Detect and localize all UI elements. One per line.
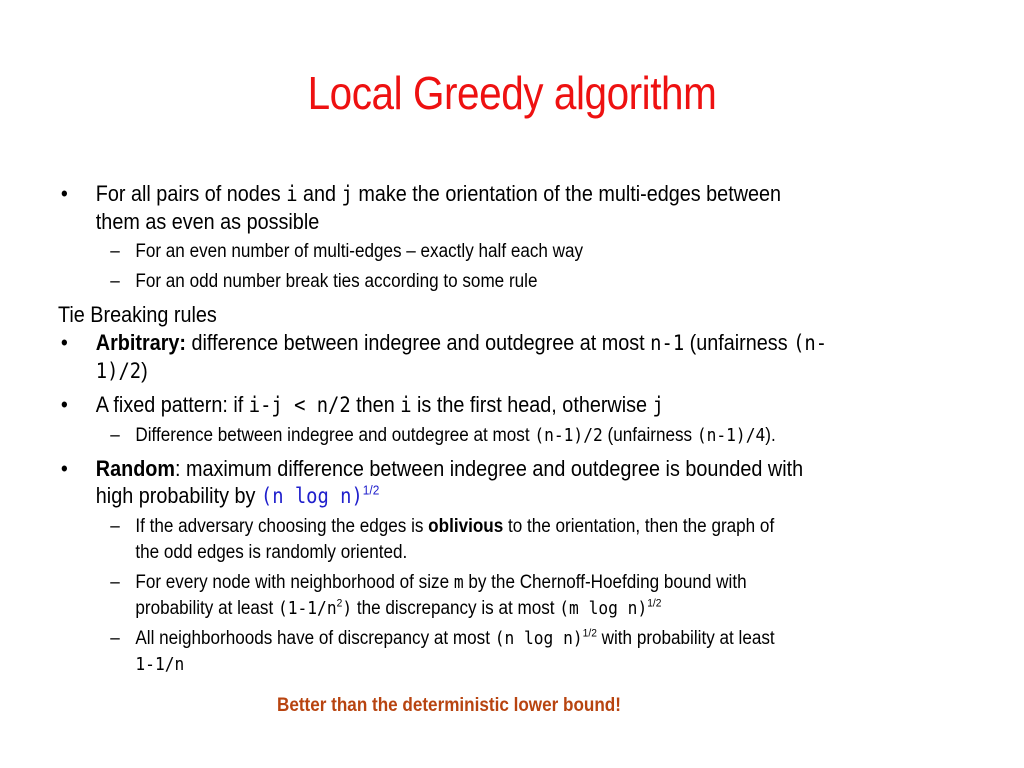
text: For all pairs of nodes xyxy=(95,181,287,206)
footer-note: Better than the deterministic lower bound! xyxy=(277,695,621,716)
text: high probability by xyxy=(95,483,261,508)
text: then xyxy=(350,392,401,417)
sub-odd xyxy=(58,269,1024,295)
text: the discrepancy is at most xyxy=(352,598,560,619)
sub-neighborhoods xyxy=(58,626,1024,652)
bullet-random xyxy=(58,455,996,482)
math: i-j < n/2 xyxy=(248,393,351,417)
math: (1-1/n xyxy=(277,598,337,619)
sub-adversary xyxy=(58,514,1024,540)
text: (unfairness xyxy=(602,425,697,446)
text: If the adversary choosing the edges is xyxy=(135,516,429,537)
sub-difference xyxy=(58,423,1024,449)
text: Difference between indegree and outdegree at most xyxy=(135,425,535,446)
bullet-marker: • xyxy=(60,330,68,355)
text: them as even as possible xyxy=(95,209,320,234)
slide-title: Local Greedy algorithm xyxy=(307,67,717,119)
text: For an even number of multi-edges – exactly half each way xyxy=(135,241,584,262)
text: A fixed pattern: if xyxy=(95,392,249,417)
emphasis: oblivious xyxy=(428,516,504,537)
text: : maximum difference between indegree and outdegree is bounded with xyxy=(175,456,804,481)
math: (n-1)/2 xyxy=(534,425,603,446)
tie-heading xyxy=(58,301,958,329)
bullet-pairs xyxy=(58,180,996,208)
math: j xyxy=(652,393,664,417)
math-highlight: (n log n) xyxy=(260,484,363,508)
sub-chernoff xyxy=(58,570,1024,596)
bullet-fixed xyxy=(58,391,996,419)
dash-marker: – xyxy=(110,241,120,262)
dash-marker: – xyxy=(110,628,120,649)
sub-adversary-cont xyxy=(58,540,1024,566)
math: 1)/2 xyxy=(95,359,142,383)
bullet-marker: • xyxy=(60,181,68,206)
dash-marker: – xyxy=(110,271,120,292)
text: and xyxy=(297,181,342,206)
text: to the orientation, then the graph of xyxy=(503,516,775,537)
bullet-marker: • xyxy=(60,392,68,417)
text: the odd edges is randomly oriented. xyxy=(135,542,408,563)
bullet-pairs-cont xyxy=(58,208,996,235)
math: ) xyxy=(342,598,353,619)
math-j: j xyxy=(341,182,353,206)
text: Tie Breaking rules xyxy=(58,302,217,327)
sub-chernoff-cont xyxy=(58,596,1024,622)
bullet-marker: • xyxy=(60,456,68,481)
text: with probability at least xyxy=(596,628,775,649)
text: All neighborhoods have of discrepancy at most xyxy=(135,628,495,649)
math: (m log n) xyxy=(559,598,648,619)
bullet-random-cont xyxy=(58,482,996,510)
text: difference between indegree and outdegree at most xyxy=(186,330,651,355)
bullet-arbitrary xyxy=(58,329,996,357)
math: m xyxy=(453,572,464,593)
math: i xyxy=(400,393,412,417)
slide-content xyxy=(58,180,968,678)
exponent: 1/2 xyxy=(582,627,597,640)
text: by the Chernoff-Hoefding bound with xyxy=(463,572,747,593)
sub-even xyxy=(58,239,1024,265)
math: (n-1)/4 xyxy=(696,425,766,446)
text: ). xyxy=(765,425,776,446)
exponent: 2 xyxy=(336,597,343,610)
text: probability at least xyxy=(135,598,278,619)
text: For every node with neighborhood of size xyxy=(135,572,454,593)
label-arbitrary: Arbitrary: xyxy=(95,330,187,355)
dash-marker: – xyxy=(110,572,120,593)
math: (n- xyxy=(793,331,828,355)
dash-marker: – xyxy=(110,516,120,537)
sub-neighborhoods-cont xyxy=(58,652,1024,678)
math: (n log n) xyxy=(494,628,583,649)
bullet-arbitrary-cont xyxy=(58,357,996,385)
math: n-1 xyxy=(650,331,685,355)
text: For an odd number break ties according to some rule xyxy=(135,271,538,292)
text: (unfairness xyxy=(684,330,794,355)
math-i: i xyxy=(286,182,298,206)
label-random: Random xyxy=(95,456,175,481)
math: 1-1/n xyxy=(135,654,185,675)
dash-marker: – xyxy=(110,425,120,446)
text: is the first head, otherwise xyxy=(411,392,653,417)
exponent: 1/2 xyxy=(362,482,380,498)
exponent: 1/2 xyxy=(647,597,662,610)
text: make the orientation of the multi-edges between xyxy=(352,181,782,206)
text: ) xyxy=(141,358,148,383)
